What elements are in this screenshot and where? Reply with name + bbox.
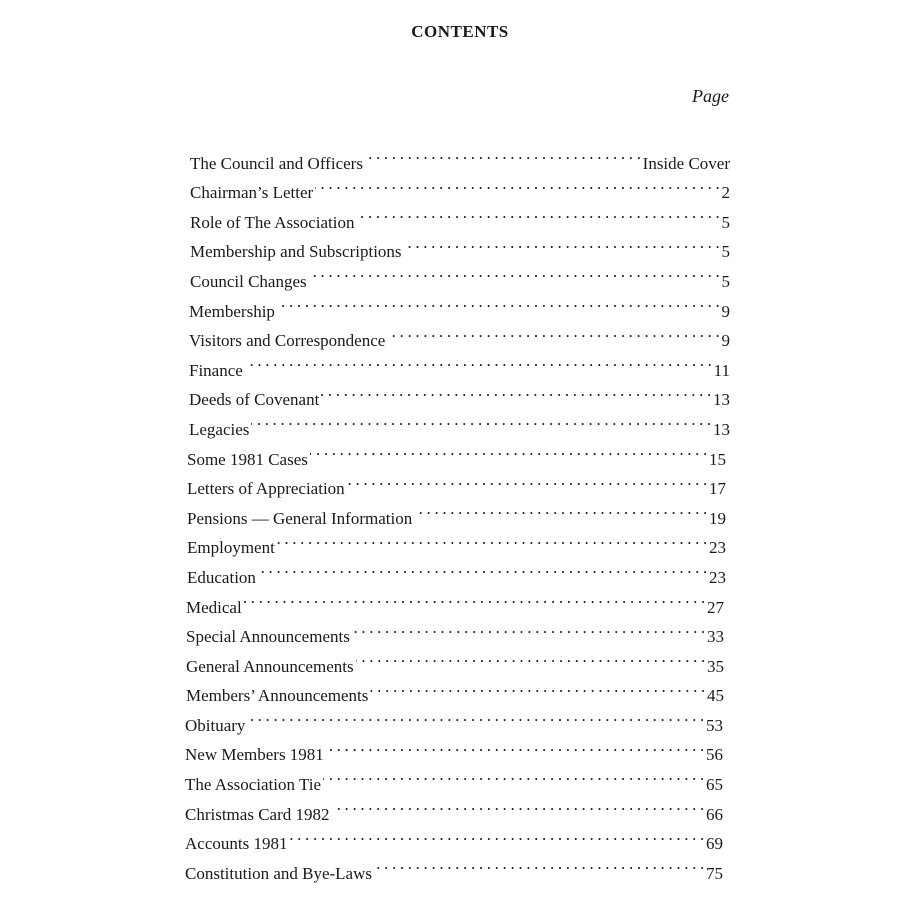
toc-entry-title: Deeds of Covenant xyxy=(189,390,320,410)
toc-entry-page: 11 xyxy=(713,360,730,380)
toc-entry-title: Chairman’s Letter xyxy=(190,183,314,203)
toc-entry-title: Membership and Subscriptions xyxy=(190,242,402,262)
toc-entry-title: Council Changes xyxy=(190,271,307,291)
table-of-contents xyxy=(185,139,730,883)
toc-entry-title: Visitors and Correspondence xyxy=(189,331,386,351)
toc-entry-title: Letters of Appreciation xyxy=(187,479,345,499)
toc-entry-title: New Members 1981 xyxy=(185,745,324,765)
toc-entry-title: Special Announcements xyxy=(186,627,350,647)
toc-entry-page: 5 xyxy=(721,212,730,232)
toc-entry-page: 69 xyxy=(706,834,723,854)
toc-entry xyxy=(186,613,724,647)
toc-entry xyxy=(189,405,730,439)
dot-leader xyxy=(277,287,720,317)
toc-entry-page: 56 xyxy=(706,745,723,765)
dot-leader xyxy=(365,139,641,169)
dot-leader xyxy=(414,494,707,524)
toc-entry-title: Role of The Association xyxy=(190,212,355,232)
dot-leader xyxy=(352,613,705,643)
toc-entry xyxy=(187,435,726,469)
dot-leader xyxy=(374,849,704,879)
toc-entry-title: Medical xyxy=(186,597,242,617)
toc-entry-page: Inside Cover xyxy=(642,153,730,173)
dot-leader xyxy=(387,317,719,347)
toc-entry-page: 13 xyxy=(713,419,730,439)
toc-entry-page: 23 xyxy=(709,538,726,558)
toc-entry xyxy=(189,376,730,410)
toc-entry-page: 15 xyxy=(709,449,726,469)
toc-entry-title: Christmas Card 1982 xyxy=(185,804,330,824)
toc-entry-page: 35 xyxy=(707,656,724,676)
dot-leader xyxy=(321,376,711,406)
toc-entry xyxy=(185,731,723,765)
dot-leader xyxy=(404,228,720,258)
dot-leader xyxy=(289,820,704,850)
toc-entry-title: Membership xyxy=(189,301,275,321)
dot-leader xyxy=(245,346,712,376)
toc-entry xyxy=(190,139,730,173)
toc-entry-page: 27 xyxy=(707,597,724,617)
toc-entry-title: Finance xyxy=(189,360,243,380)
toc-entry xyxy=(189,346,730,380)
dot-leader xyxy=(326,731,704,761)
page-column-label: Page xyxy=(692,86,729,106)
toc-entry-page: 17 xyxy=(709,479,726,499)
toc-entry-page: 9 xyxy=(721,331,730,351)
dot-leader xyxy=(356,198,719,228)
dot-leader xyxy=(370,672,705,702)
toc-entry-title: Some 1981 Cases xyxy=(187,449,308,469)
toc-entry-page: 75 xyxy=(706,863,723,883)
toc-entry-page: 53 xyxy=(706,715,723,735)
toc-entry-title: General Announcements xyxy=(186,656,354,676)
dot-leader xyxy=(315,169,719,199)
toc-entry-page: 13 xyxy=(713,390,730,410)
toc-entry-title: The Council and Officers xyxy=(190,153,363,173)
toc-entry-page: 5 xyxy=(721,242,730,262)
dot-leader xyxy=(356,642,705,672)
toc-entry-title: Employment xyxy=(187,538,275,558)
dot-leader xyxy=(251,405,711,435)
page-title: CONTENTS xyxy=(411,22,509,41)
toc-entry-page: 2 xyxy=(721,183,730,203)
toc-entry-title: Legacies xyxy=(189,419,250,439)
dot-leader xyxy=(310,435,707,465)
toc-entry-title: Members’ Announcements xyxy=(186,686,369,706)
toc-entry-title: Obituary xyxy=(185,715,246,735)
toc-entry-page: 66 xyxy=(706,804,723,824)
dot-leader xyxy=(323,760,704,790)
toc-entry xyxy=(187,553,726,587)
toc-entry-page: 65 xyxy=(706,775,723,795)
dot-leader xyxy=(277,524,707,554)
toc-entry-page: 33 xyxy=(707,627,724,647)
toc-entry-page: 23 xyxy=(709,567,726,587)
dot-leader xyxy=(244,583,705,613)
toc-entry-page: 19 xyxy=(709,508,726,528)
toc-entry-title: Education xyxy=(187,567,256,587)
toc-entry-title: The Association Tie xyxy=(185,775,322,795)
toc-entry xyxy=(185,701,723,735)
dot-leader xyxy=(247,701,704,731)
toc-entry-page: 45 xyxy=(707,686,724,706)
toc-entry-page: 9 xyxy=(721,301,730,321)
dot-leader xyxy=(332,790,705,820)
toc-entry-page: 5 xyxy=(721,271,730,291)
toc-entry-title: Accounts 1981 xyxy=(185,834,288,854)
toc-entry-title: Constitution and Bye-Laws xyxy=(185,863,372,883)
toc-entry-title: Pensions — General Information xyxy=(187,508,413,528)
dot-leader xyxy=(309,257,720,287)
dot-leader xyxy=(258,553,707,583)
dot-leader xyxy=(347,465,707,495)
toc-entry xyxy=(186,583,724,617)
